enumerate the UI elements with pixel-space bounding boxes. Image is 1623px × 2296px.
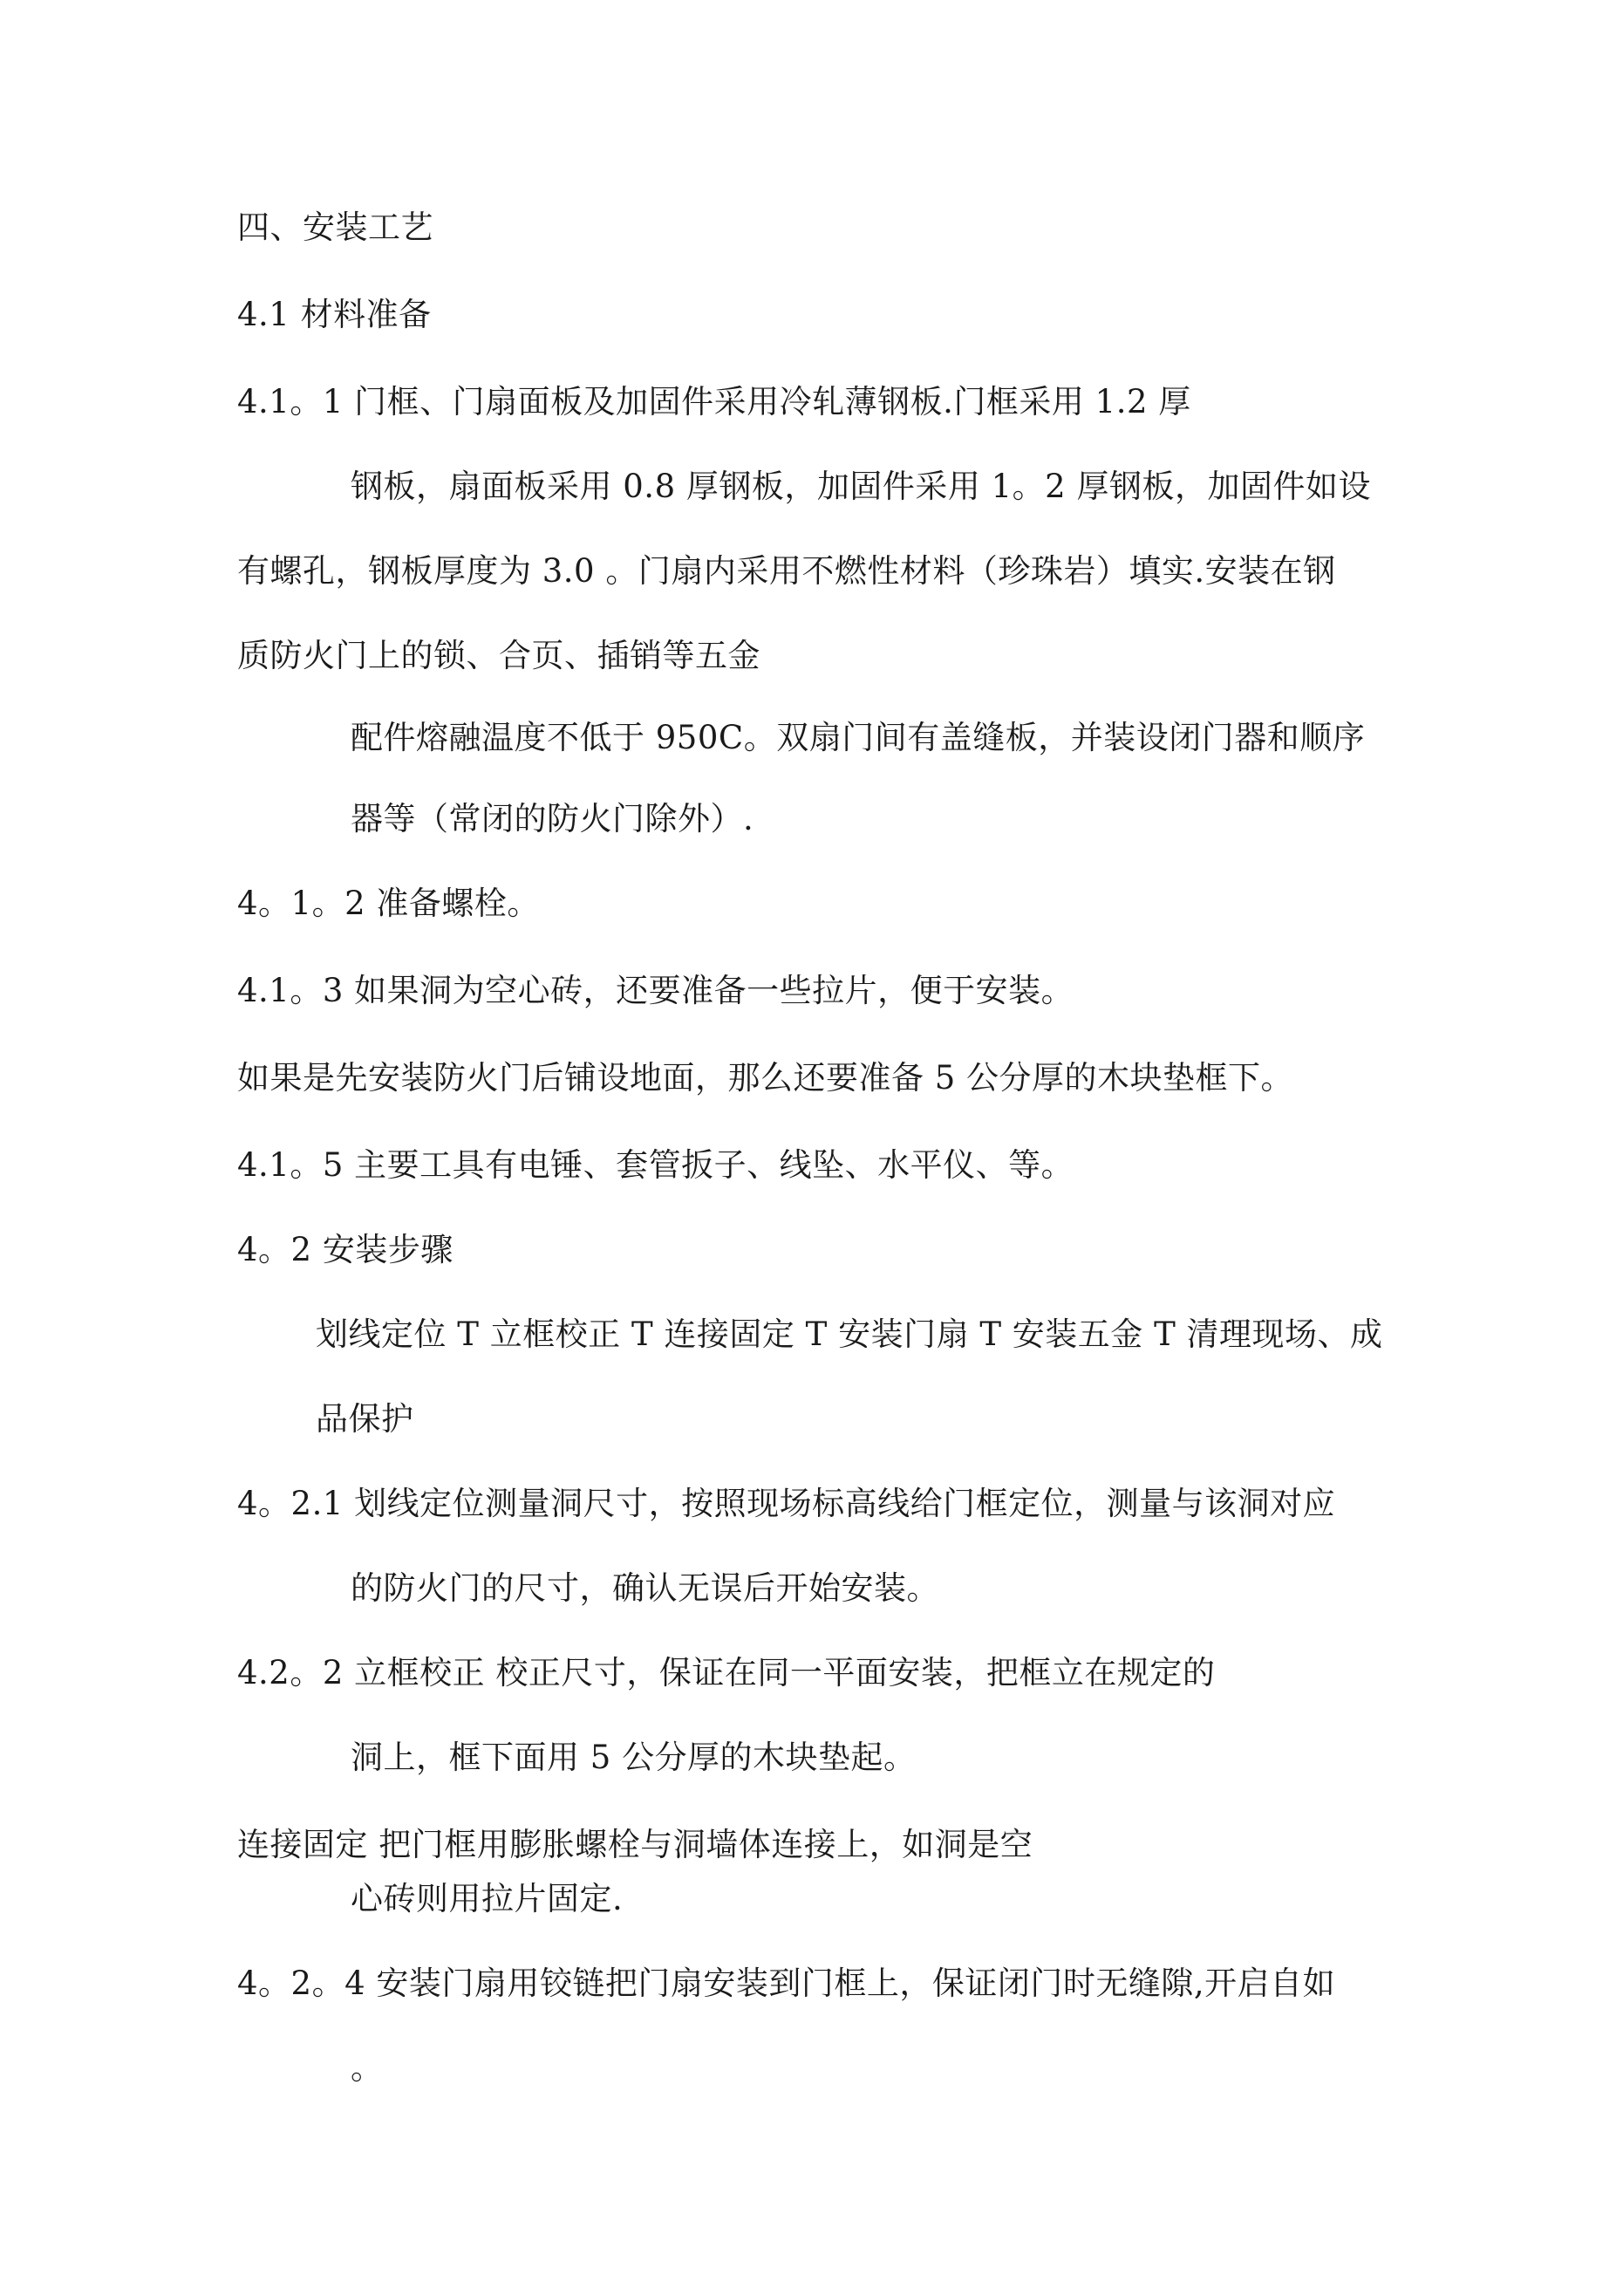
paragraph-line: 4。2。4 安装门扇用铰链把门扇安装到门框上，保证闭门时无缝隙,开启自如 [237,1965,1336,2002]
paragraph-line: 4.1。5 主要工具有电锤、套管扳子、线坠、水平仪、等。 [237,1146,1074,1184]
subsection-heading: 4。2 安装步骤 [237,1231,453,1268]
subsection-heading: 4.1 材料准备 [237,296,432,333]
paragraph-line: 器等（常闭的防火门除外）. [351,800,754,837]
paragraph-line: 4.1。3 如果洞为空心砖，还要准备一些拉片，便于安装。 [237,972,1074,1009]
paragraph-line: 4.2。2 立框校正 校正尺寸，保证在同一平面安装，把框立在规定的 [237,1654,1216,1691]
paragraph-line: 心砖则用拉片固定. [351,1880,624,1917]
paragraph-line: 的防火门的尺寸，确认无误后开始安装。 [351,1569,939,1607]
paragraph-line: 洞上，框下面用 5 公分厚的木块垫起。 [351,1739,917,1776]
paragraph-line: 4。1。2 准备螺栓。 [237,885,540,922]
section-heading: 四、安装工艺 [237,208,433,246]
paragraph-line: 钢板，扇面板采用 0.8 厚钢板，加固件采用 1。2 厚钢板，加固件如设 [351,468,1371,505]
paragraph-line: 连接固定 把门框用膨胀螺栓与洞墙体连接上，如洞是空 [237,1826,1033,1863]
paragraph-line: 划线定位 T 立框校正 T 连接固定 T 安装门扇 T 安装五金 T 清理现场、成 [316,1315,1383,1353]
paragraph-line: 。 [351,2049,384,2087]
paragraph-line: 配件熔融温度不低于 950C。双扇门间有盖缝板，并装设闭门器和顺序 [351,719,1366,756]
paragraph-line: 如果是先安装防火门后铺设地面，那么还要准备 5 公分厚的木块垫框下。 [237,1059,1294,1097]
paragraph-line: 有螺孔，钢板厚度为 3.0 。门扇内采用不燃性材料（珍珠岩）填实.安装在钢 [237,552,1336,590]
paragraph-line: 4.1。1 门框、门扇面板及加固件采用冷轧薄钢板.门框采用 1.2 厚 [237,383,1191,420]
paragraph-line: 质防火门上的锁、合页、插销等五金 [237,637,760,674]
paragraph-line: 品保护 [316,1400,414,1438]
paragraph-line: 4。2.1 划线定位测量洞尺寸，按照现场标高线给门框定位，测量与该洞对应 [237,1485,1336,1522]
